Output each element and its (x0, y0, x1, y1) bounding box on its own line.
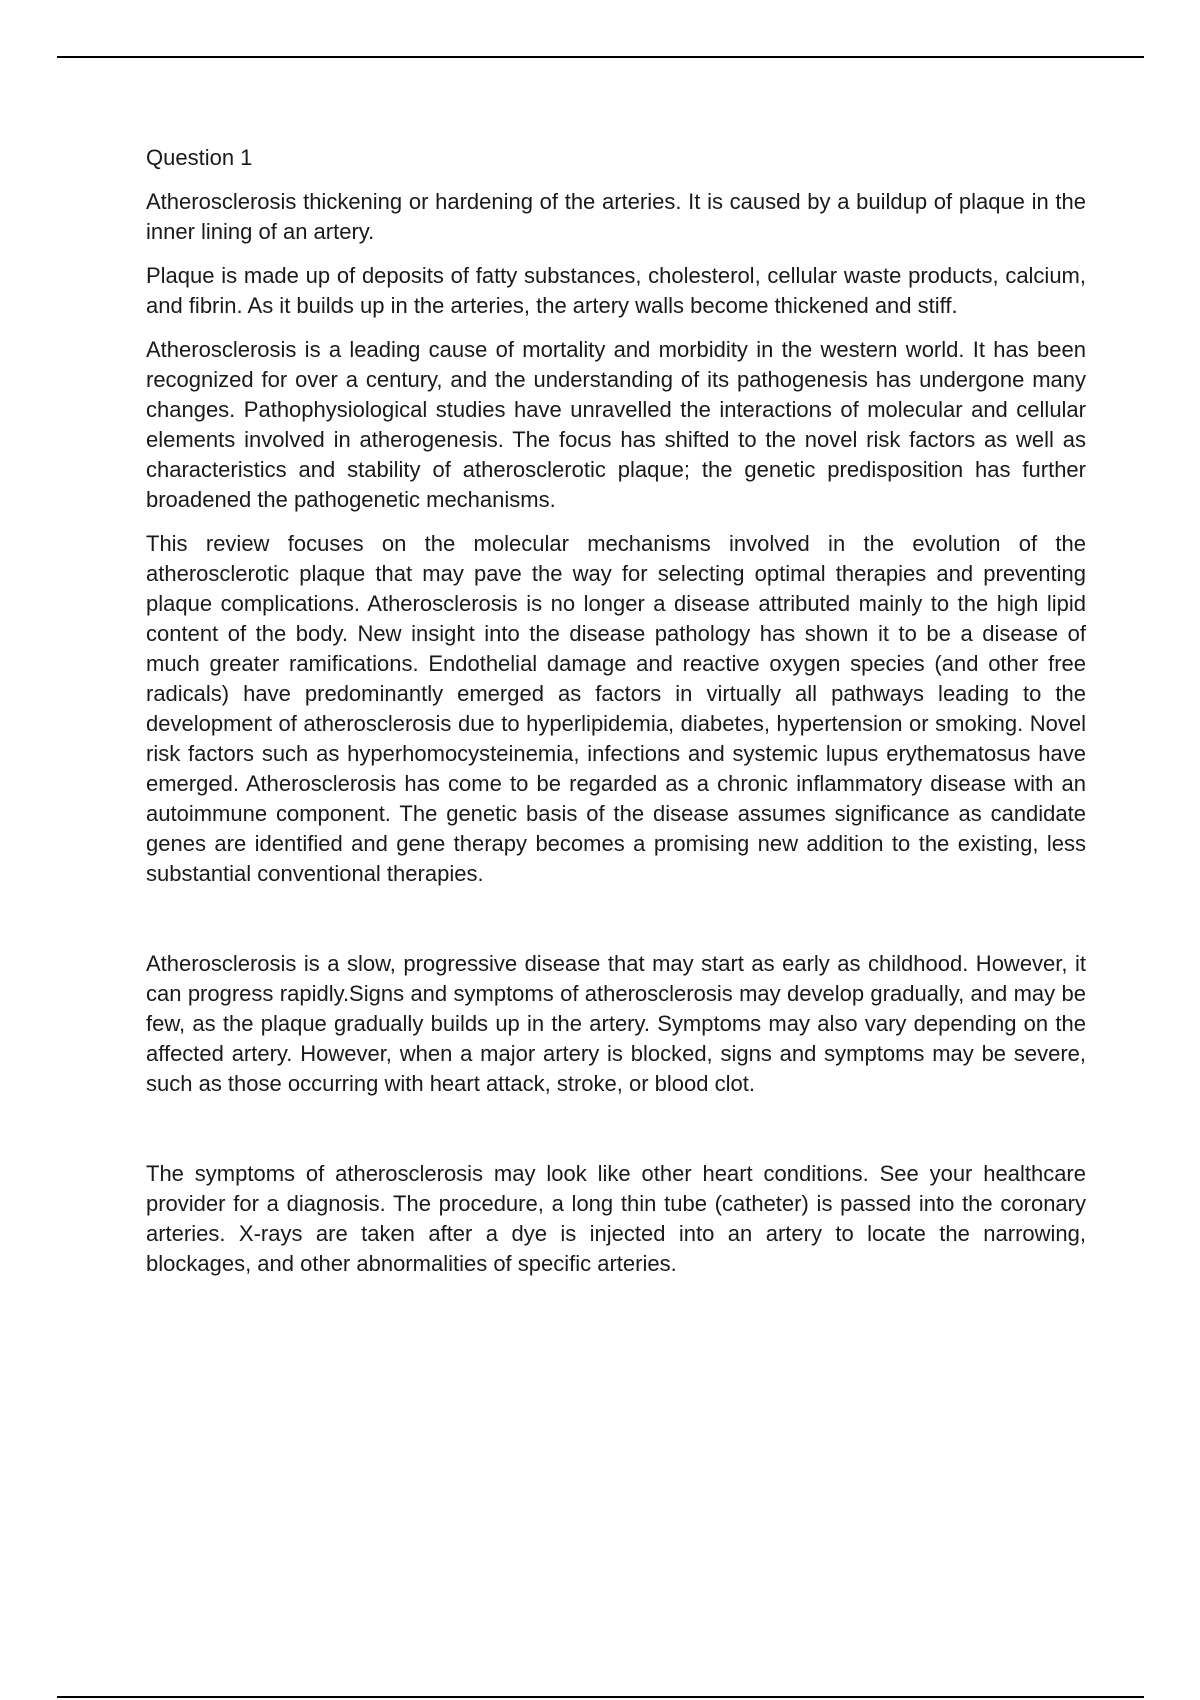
bottom-rule (57, 1696, 1144, 1698)
paragraph-definition: Atherosclerosis thickening or hardening of the arteries. It is caused by a buildup of plaque in the inner lining of an artery. (146, 189, 1086, 244)
question-heading: Question 1 (146, 145, 253, 170)
paragraph-plaque: Plaque is made up of deposits of fatty substances, cholesterol, cellular waste products, calcium, and fibrin. As it builds up in the arteries, the artery walls become thickened and stiff. (146, 263, 1086, 318)
paragraph-review: This review focuses on the molecular mechanisms involved in the evolution of the atherosclerotic plaque that may pave the way for selecting optimal therapies and preventing plaque complications. Atherosclerosis is no longer a disease attributed mainly to the high lipid content of the body. New insight into the disease pathology has shown it to be a disease of much greater ramifications. Endothelial damage and reactive oxygen species (and other free radicals) have predominantly emerged as factors in virtually all pathways leading to the development of atherosclerosis due to hyperlipidemia, diabetes, hypertension or smoking. Novel risk factors such as hyperhomocysteinemia, infections and systemic lupus erythematosus have emerged. Atherosclerosis has come to be regarded as a chronic inflammatory disease with an autoimmune component. The genetic basis of the disease assumes significance as candidate genes are identified and gene therapy becomes a promising new addition to the existing, less substantial conventional therapies. (146, 531, 1086, 886)
document-body (146, 143, 1086, 1293)
paragraph-diagnosis: The symptoms of atherosclerosis may look like other heart conditions. See your healthcare provider for a diagnosis. The procedure, a long thin tube (catheter) is passed into the coronary arteries. X-rays are taken after a dye is injected into an artery to locate the narrowing, blockages, and other abnormalities of specific arteries. (146, 1161, 1086, 1276)
paragraph-progression: Atherosclerosis is a slow, progressive disease that may start as early as childhood. However, it can progress rapidly.Signs and symptoms of atherosclerosis may develop gradually, and may be few, as the plaque gradually builds up in the artery. Symptoms may also vary depending on the affected artery. However, when a major artery is blocked, signs and symptoms may be severe, such as those occurring with heart attack, stroke, or blood clot. (146, 951, 1086, 1096)
paragraph-mortality: Atherosclerosis is a leading cause of mortality and morbidity in the western world. It has been recognized for over a century, and the understanding of its pathogenesis has undergone many changes. Pathophysiological studies have unravelled the interactions of molecular and cellular elements involved in atherogenesis. The focus has shifted to the novel risk factors as well as characteristics and stability of atherosclerotic plaque; the genetic predisposition has further broadened the pathogenetic mechanisms. (146, 337, 1086, 512)
top-rule (57, 56, 1144, 58)
